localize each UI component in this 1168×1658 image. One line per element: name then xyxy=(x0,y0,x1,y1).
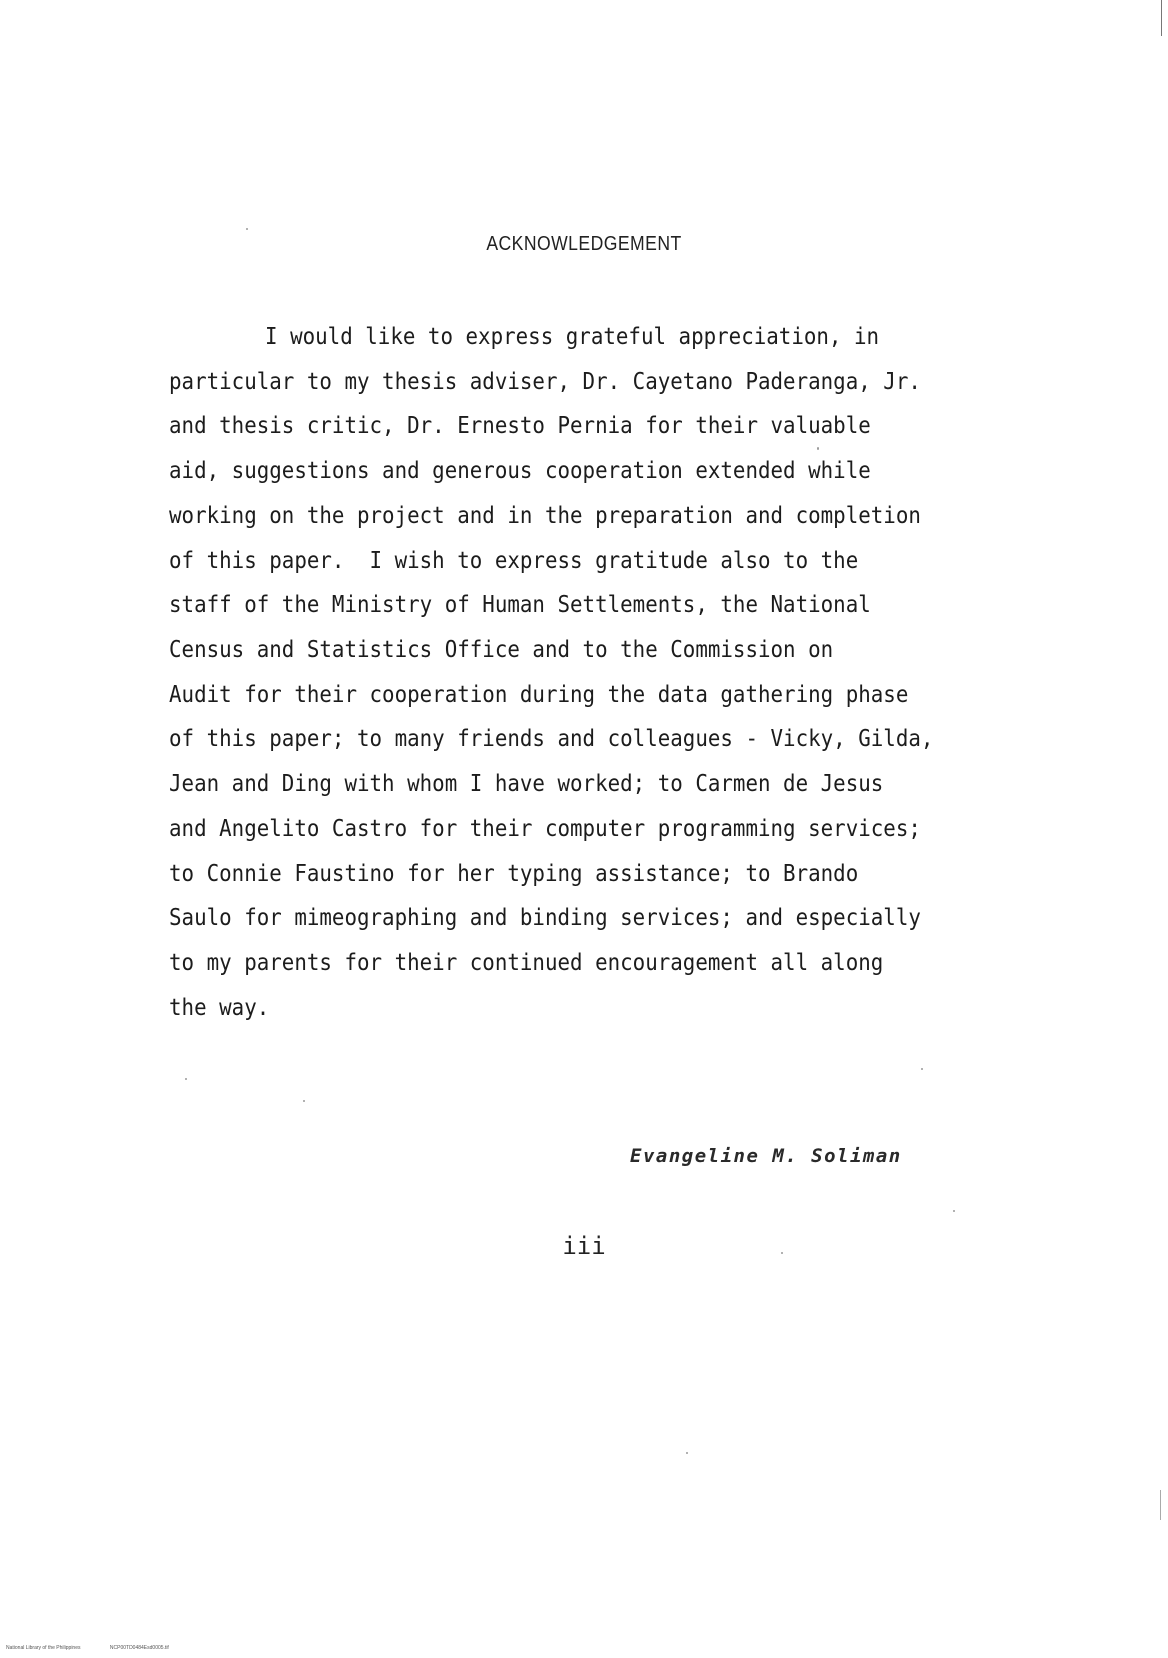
scan-speck xyxy=(185,1078,187,1080)
body-line-4: aid, suggestions and generous cooperation extended while xyxy=(169,458,871,484)
body-line-2: particular to my thesis adviser, Dr. Cayetano Paderanga, Jr. xyxy=(169,369,921,395)
body-line-8: Census and Statistics Office and to the Commission on xyxy=(169,637,834,663)
body-line-6: of this paper. I wish to express gratitude also to the xyxy=(169,548,859,574)
scan-speck xyxy=(781,1252,783,1254)
body-line-7: staff of the Ministry of Human Settlements, the National xyxy=(169,592,871,618)
scan-speck xyxy=(246,228,248,230)
body-line-10: of this paper; to many friends and colleagues - Vicky, Gilda, xyxy=(169,726,934,752)
body-line-12: and Angelito Castro for their computer programming services; xyxy=(169,816,921,842)
author-signature: Evangeline M. Soliman xyxy=(630,1145,902,1167)
footer-library: National Library of the Philippines xyxy=(6,1645,81,1651)
body-line-14: Saulo for mimeographing and binding services; and especially xyxy=(169,905,921,931)
body-line-15: to my parents for their continued encouragement all along xyxy=(169,950,884,976)
scan-footer xyxy=(6,1645,197,1651)
body-line-3: and thesis critic, Dr. Ernesto Pernia for their valuable xyxy=(169,413,871,439)
scan-speck xyxy=(686,1452,688,1454)
scan-speck xyxy=(303,1100,305,1102)
page-title: ACKNOWLEDGEMENT xyxy=(486,233,682,255)
body-line-16: the way. xyxy=(169,995,270,1021)
scan-edge-mark xyxy=(1160,1490,1161,1520)
footer-file-id: NCP00TD0484Esd0005.tif xyxy=(109,1645,169,1651)
body-line-5: working on the project and in the preparation and completion xyxy=(169,503,921,529)
scan-speck xyxy=(817,447,819,450)
scan-speck xyxy=(921,1068,923,1070)
scan-edge-mark xyxy=(1161,0,1162,36)
body-line-1: I would like to express grateful appreciation, in xyxy=(265,324,880,350)
body-line-11: Jean and Ding with whom I have worked; to Carmen de Jesus xyxy=(169,771,884,797)
body-line-13: to Connie Faustino for her typing assistance; to Brando xyxy=(169,861,859,887)
scan-speck xyxy=(953,1210,955,1212)
page-number: iii xyxy=(562,1232,606,1260)
body-line-9: Audit for their cooperation during the data gathering phase xyxy=(169,682,909,708)
